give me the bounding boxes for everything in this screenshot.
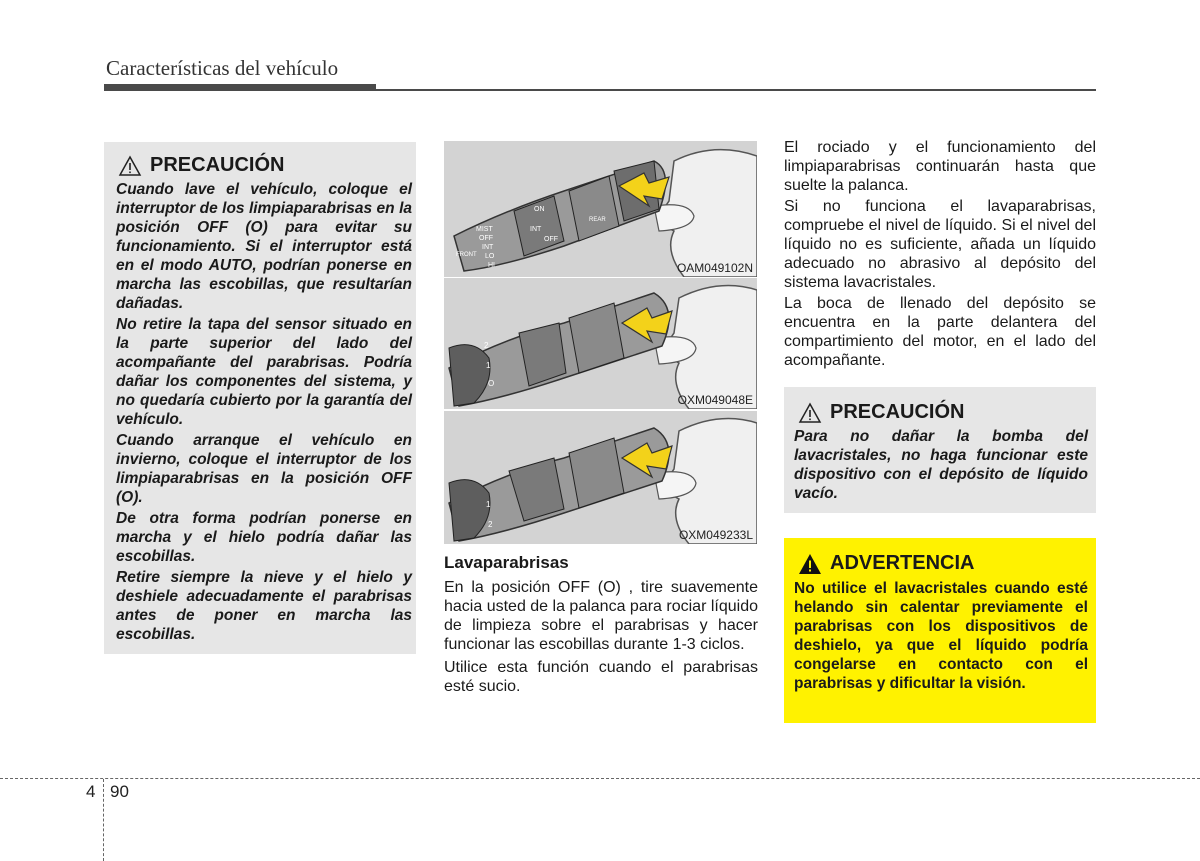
stalk-label: MIST bbox=[476, 226, 493, 233]
stalk-label: LO bbox=[485, 253, 495, 260]
washer-paragraph: Utilice esta función cuando el parabrisas esté sucio. bbox=[444, 659, 758, 695]
washer-section-title: Lavaparabrisas bbox=[444, 553, 569, 572]
caution-paragraph: Cuando arranque el vehículo en invierno, coloque el interruptor de los limpiaparabrisas en la posición OFF (O). bbox=[116, 432, 412, 506]
wiper-stalk-illustration-b bbox=[444, 278, 757, 409]
figure-type-c bbox=[444, 411, 757, 544]
stalk-label: FRONT bbox=[456, 252, 477, 258]
stalk-label: INT bbox=[530, 226, 542, 233]
warning-triangle-filled-icon bbox=[798, 553, 822, 575]
stalk-label: O bbox=[488, 379, 495, 388]
footer-rule bbox=[0, 778, 1200, 779]
figure-code: OAM049102N bbox=[676, 261, 753, 275]
figure-type-b bbox=[444, 278, 757, 409]
footer-divider bbox=[103, 779, 104, 861]
wiper-stalk-illustration-a bbox=[444, 141, 757, 277]
stalk-label: 2 bbox=[484, 341, 489, 350]
stalk-label: 1 bbox=[486, 500, 491, 509]
stalk-label: 1 bbox=[486, 361, 491, 370]
header-rule-thick bbox=[104, 84, 376, 91]
body-paragraph: Si no funciona el lavaparabrisas, compruebe el nivel de líquido. Si el nivel del líquido no es suficiente, añada un líquido adecuado no abrasivo al depósito del sistema lavacristales. bbox=[784, 198, 1096, 291]
figure-code: OXM049233L bbox=[678, 528, 753, 542]
chapter-number: 4 bbox=[86, 782, 96, 801]
caution-title bbox=[798, 401, 964, 424]
caution-box-left bbox=[104, 142, 416, 654]
warning-body: No utilice el lavacristales cuando esté helando sin calentar previamente el parabrisas con los dispositivos de deshielo, ya que el líquido podría congelarse en contacto con el parabrisas y dificultar la visión. bbox=[794, 580, 1088, 692]
washer-body bbox=[444, 578, 758, 700]
body-paragraph: El rociado y el funcionamiento del limpiaparabrisas continuarán hasta que suelte la palanca. bbox=[784, 139, 1096, 194]
caution-title bbox=[118, 154, 284, 177]
warning-title-text: ADVERTENCIA bbox=[830, 552, 975, 574]
caution-body bbox=[116, 180, 412, 646]
washer-paragraph: En la posición OFF (O) , tire suavemente hacia usted de la palanca para rociar líquido de limpieza sobre el parabrisas y hacer funcionar las escobillas durante 1-3 ciclos. bbox=[444, 579, 758, 653]
section-header-title: Características del vehículo bbox=[106, 56, 339, 80]
warning-title bbox=[798, 552, 974, 575]
caution-box-right bbox=[784, 387, 1096, 513]
header-rule-thin bbox=[376, 89, 1096, 91]
stalk-label: REAR bbox=[589, 217, 606, 223]
warning-triangle-outline-icon bbox=[118, 155, 142, 177]
body-paragraph: La boca de llenado del depósito se encuentra en la parte delantera del compartimiento del motor, en el lado del acompañante. bbox=[784, 295, 1096, 369]
right-column-text bbox=[784, 138, 1096, 372]
warning-triangle-outline-icon bbox=[798, 402, 822, 424]
caution-paragraph: De otra forma podrían ponerse en marcha y el hielo podría dañar las escobillas. bbox=[116, 510, 412, 565]
caution-paragraph: Cuando lave el vehículo, coloque el interruptor de los limpiaparabrisas en la posición OFF (O) para evitar su funcionamiento. Si el interruptor está en el modo AUTO, podrían ponerse en marcha las escobillas, que resultarían dañadas. bbox=[116, 181, 412, 312]
caution-title-text: PRECAUCIÓN bbox=[150, 154, 285, 176]
stalk-label: ON bbox=[534, 206, 545, 213]
stalk-label: OFF bbox=[479, 235, 493, 242]
page-number: 90 bbox=[110, 782, 129, 801]
wiper-stalk-illustration-c bbox=[444, 411, 757, 544]
caution-paragraph: Retire siempre la nieve y el hielo y deshiele adecuadamente el parabrisas antes de poner en marcha las escobillas. bbox=[116, 569, 412, 643]
caution-paragraph: No retire la tapa del sensor situado en la parte superior del lado del acompañante del parabrisas. Podría dañar los componentes del sistema, y no quedaría cubierto por la garantía del vehículo. bbox=[116, 316, 412, 428]
stalk-label: HI bbox=[488, 262, 495, 269]
warning-box bbox=[784, 538, 1096, 723]
stalk-label: OFF bbox=[544, 236, 558, 243]
figure-type-a bbox=[444, 141, 757, 277]
stalk-label: INT bbox=[482, 244, 494, 251]
stalk-label: 2 bbox=[488, 520, 493, 529]
caution-body: Para no dañar la bomba del lavacristales, no haga funcionar este dispositivo con el depósito de líquido vacío. bbox=[794, 428, 1088, 502]
caution-title-text: PRECAUCIÓN bbox=[830, 401, 965, 423]
figure-code: OXM049048E bbox=[677, 393, 753, 407]
